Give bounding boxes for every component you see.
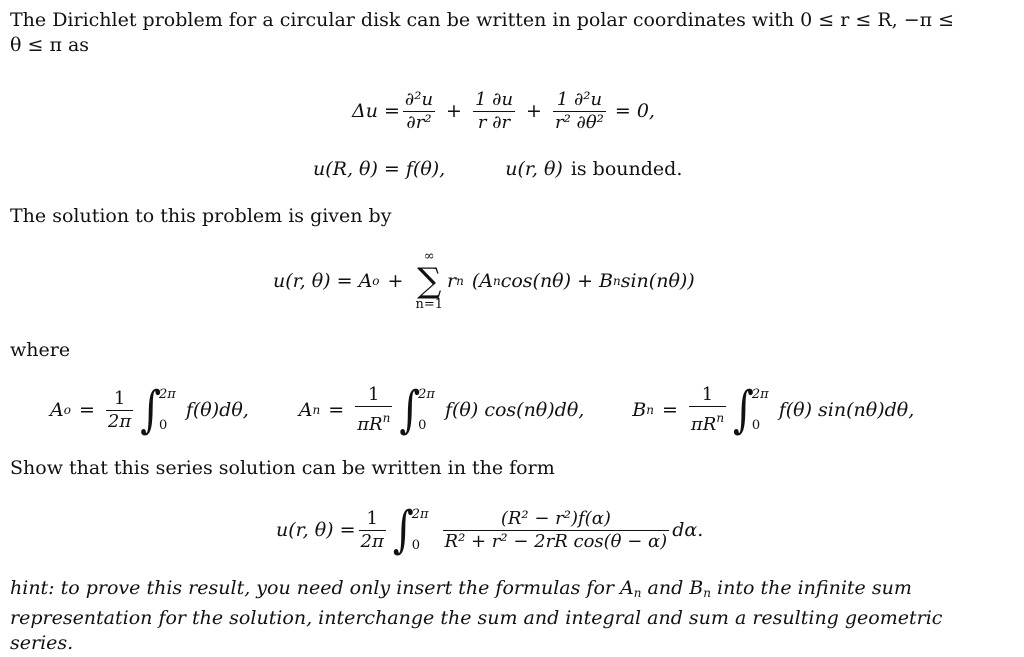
- term3-numerator: 1 ∂²u: [556, 88, 603, 110]
- show-text: Show that this series solution can be written in the form: [10, 457, 555, 479]
- series-body: (A: [471, 270, 493, 292]
- a0-denominator: 2π: [107, 410, 132, 432]
- integral-upper-limit: 2π: [411, 507, 429, 522]
- integral-lower-limit: 0: [751, 418, 761, 433]
- a0-numerator: 1: [113, 387, 126, 409]
- an-symbol: A: [298, 399, 313, 421]
- integral-operator: ∫ 2π 0: [140, 381, 176, 439]
- an-denominator: πR: [357, 414, 383, 435]
- laplace-lhs: Δu =: [352, 100, 400, 122]
- laplace-rhs: = 0,: [614, 100, 655, 122]
- kernel-numerator: (R² − r²)f(α): [500, 507, 611, 529]
- where-text: where: [10, 339, 71, 361]
- intro-paragraph: [10, 8, 1005, 58]
- prefactor-numerator: 1: [366, 507, 378, 529]
- term1-denominator: ∂r²: [406, 111, 432, 133]
- series-lhs: u(r, θ) = A: [273, 270, 373, 292]
- bounded-function: u(r, θ): [505, 158, 563, 180]
- an-sub: n: [492, 274, 501, 288]
- sum-lower-limit: n=1: [415, 297, 443, 312]
- series-body-rest: cos(nθ) + B: [500, 270, 613, 292]
- a0-symbol: A: [50, 399, 64, 421]
- term1-numerator: ∂²u: [404, 88, 434, 110]
- term-theta-derivative: [553, 90, 606, 133]
- hint-line-2: representation for the solution, interchange the sum and integral and sum a resulting geometric series.: [10, 607, 943, 654]
- bn-integrand: f(θ) sin(nθ)dθ,: [778, 399, 915, 421]
- term3-denominator: r² ∂θ²: [554, 111, 604, 133]
- integral-operator: ∫ 2π 0: [392, 501, 429, 559]
- term2-denominator: r ∂r: [477, 111, 511, 133]
- an-subscript: n: [312, 403, 321, 417]
- integral-upper-limit: 2π: [418, 387, 435, 402]
- laplace-equation: [352, 80, 655, 142]
- hint-line-1-end: into the infinite sum: [710, 577, 912, 599]
- equals-sign: =: [328, 399, 345, 421]
- integral-lower-limit: 0: [159, 418, 168, 433]
- an-numerator: 1: [368, 384, 380, 405]
- term-second-r-derivative: [403, 90, 435, 133]
- integral-upper-limit: 2π: [751, 387, 769, 402]
- equals-sign: =: [78, 399, 95, 421]
- r-exponent: n: [456, 274, 464, 288]
- bn-denominator: πR: [690, 414, 717, 435]
- term-first-r-derivative: [473, 90, 515, 133]
- a0-fraction: [106, 389, 133, 432]
- an-integrand: f(θ) cos(nθ)dθ,: [444, 399, 585, 421]
- poisson-kernel: [443, 509, 670, 552]
- a0-sub: o: [63, 403, 71, 417]
- poisson-prefactor: [359, 509, 386, 552]
- integral-operator: ∫ 2π 0: [399, 381, 435, 439]
- an-fraction: [355, 385, 392, 435]
- poisson-integral: [276, 496, 703, 564]
- integral-operator: ∫ 2π 0: [733, 381, 769, 439]
- integral-lower-limit: 0: [418, 418, 427, 433]
- series-lhs-sub: o: [372, 274, 380, 288]
- bn-denominator-exponent: n: [716, 411, 725, 425]
- term2-numerator: 1 ∂u: [474, 88, 514, 110]
- hint-an-sub: n: [633, 586, 642, 600]
- poisson-lhs: u(r, θ) =: [276, 519, 356, 541]
- hint-paragraph: [10, 576, 1005, 656]
- bounded-text: is bounded.: [570, 158, 683, 180]
- solution-intro: The solution to this problem is given by: [10, 205, 392, 227]
- r-term: r: [447, 270, 457, 292]
- intro-line-2: θ ≤ π as: [10, 34, 90, 56]
- prefactor-denominator: 2π: [360, 530, 384, 552]
- hint-line-1-start: hint: to prove this result, you need only insert the formulas for A: [10, 577, 634, 599]
- plus-sign: +: [387, 270, 404, 292]
- series-body-end: sin(nθ)): [620, 270, 695, 292]
- integral-lower-limit: 0: [411, 538, 420, 553]
- poisson-differential: dα.: [672, 519, 704, 541]
- bn-subscript: n: [646, 403, 654, 417]
- hint-bn-sub: n: [703, 586, 711, 600]
- plus-sign: +: [446, 100, 462, 122]
- equals-sign: =: [662, 399, 678, 421]
- bn-sub: n: [613, 274, 621, 288]
- an-denominator-exponent: n: [382, 411, 391, 425]
- sigma-symbol: ∑: [417, 261, 442, 301]
- boundary-condition: u(R, θ) = f(θ),: [313, 158, 446, 180]
- bn-symbol: B: [632, 399, 647, 421]
- a0-integrand: f(θ)dθ,: [185, 399, 249, 421]
- coefficient-formulas: [50, 378, 914, 442]
- hint-line-1: [10, 576, 1005, 606]
- hint-line-1-mid: and B: [641, 577, 704, 599]
- plus-sign: +: [526, 100, 542, 122]
- bn-fraction: [689, 385, 726, 435]
- boundary-conditions: [313, 156, 682, 182]
- series-solution: [273, 246, 695, 316]
- integral-upper-limit: 2π: [159, 387, 176, 402]
- sum-upper-limit: ∞: [423, 249, 435, 264]
- intro-line-1: The Dirichlet problem for a circular disk can be written in polar coordinates with 0 ≤ r ≤ R, −π ≤: [10, 9, 955, 31]
- bn-numerator: 1: [701, 384, 714, 405]
- kernel-denominator: R² + r² − 2rR cos(θ − α): [444, 530, 668, 552]
- summation-operator: [415, 250, 443, 312]
